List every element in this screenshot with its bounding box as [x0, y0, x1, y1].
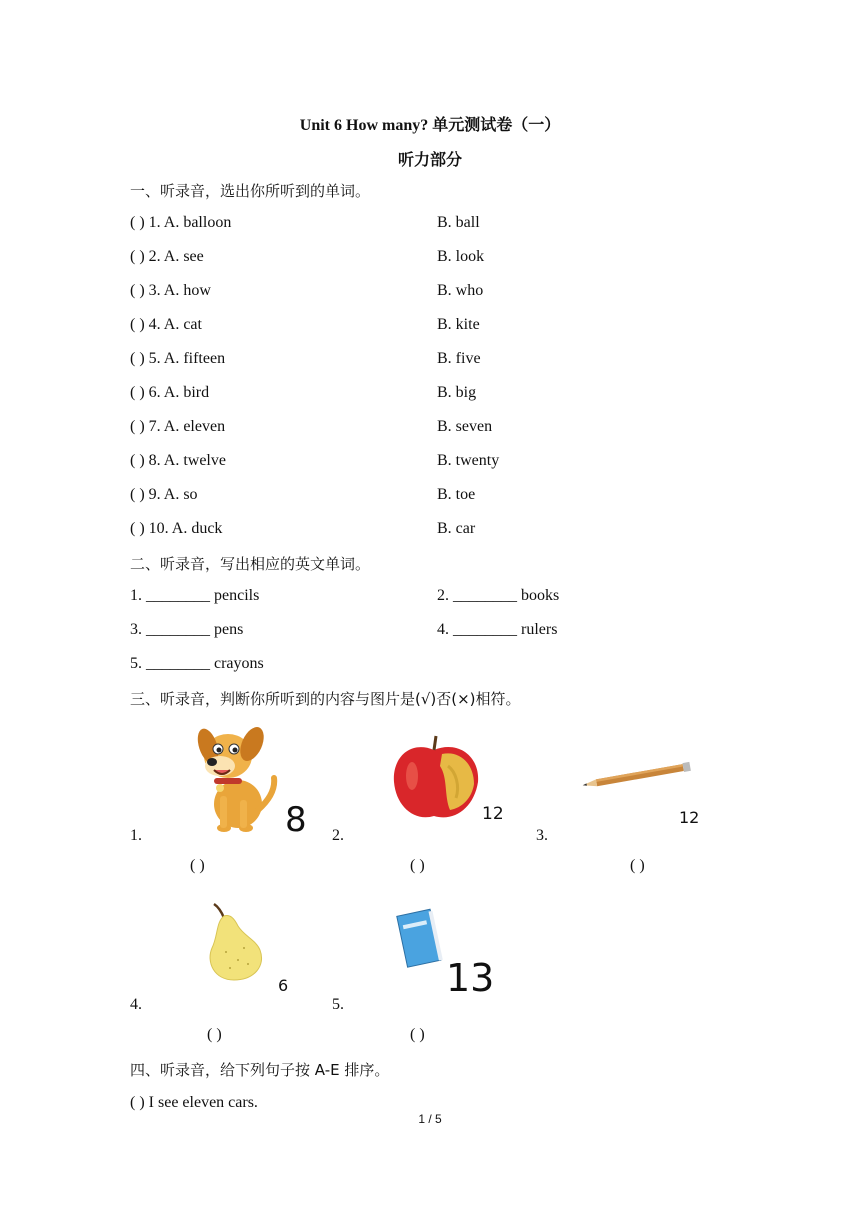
section4-heading: 四、听录音，给下列句子按 A-E 排序。: [130, 1061, 390, 1079]
fill-item-4: 4. ________ rulers: [437, 621, 558, 638]
q8-option-b: B. twenty: [437, 452, 500, 469]
section1-heading: 一、听录音，选出你所听到的单词。: [130, 182, 371, 200]
q3-option-a: ( ) 3. A. how: [130, 282, 211, 299]
page-title: Unit 6 How many? 单元测试卷（一）: [299, 117, 561, 134]
picture-3-label: 3.: [536, 827, 548, 844]
picture-4-label: 4.: [130, 996, 142, 1013]
q7-option-b: B. seven: [437, 418, 493, 435]
picture-5-answer[interactable]: ( ): [410, 1026, 425, 1043]
q5-option-a: ( ) 5. A. fifteen: [130, 350, 226, 367]
picture-2-number: 12: [482, 804, 504, 824]
fill-item-1: 1. ________ pencils: [130, 587, 260, 604]
fill-item-5: 5. ________ crayons: [130, 655, 264, 672]
fill-item-2: 2. ________ books: [437, 587, 560, 604]
q10-option-b: B. car: [437, 520, 476, 537]
q10-option-a: ( ) 10. A. duck: [130, 520, 223, 537]
q9-option-a: ( ) 9. A. so: [130, 486, 198, 503]
pear-icon: [204, 902, 268, 982]
picture-5-label: 5.: [332, 996, 344, 1013]
picture-2-label: 2.: [332, 827, 344, 844]
q1-option-a: ( ) 1. A. balloon: [130, 214, 232, 231]
q9-option-b: B. toe: [437, 486, 476, 503]
dog-icon: [190, 716, 282, 840]
book-icon: [396, 908, 444, 970]
picture-2-answer[interactable]: ( ): [410, 857, 425, 874]
q1-option-b: B. ball: [437, 214, 480, 231]
section3-heading: 三、听录音，判断你所听到的内容与图片是(√)否(×)相符。: [130, 690, 521, 708]
picture-1-label: 1.: [130, 827, 142, 844]
page-number: 1 / 5: [418, 1112, 442, 1126]
fill-item-3: 3. ________ pens: [130, 621, 244, 638]
q2-option-b: B. look: [437, 248, 485, 265]
picture-1-number: 8: [285, 800, 307, 840]
order-item-1: ( ) I see eleven cars.: [130, 1094, 258, 1111]
picture-1-answer[interactable]: ( ): [190, 857, 205, 874]
q3-option-b: B. who: [437, 282, 484, 299]
q7-option-a: ( ) 7. A. eleven: [130, 418, 226, 435]
q4-option-b: B. kite: [437, 316, 480, 333]
page-subtitle: 听力部分: [397, 152, 462, 169]
q4-option-a: ( ) 4. A. cat: [130, 316, 202, 333]
q6-option-b: B. big: [437, 384, 477, 401]
q6-option-a: ( ) 6. A. bird: [130, 384, 210, 401]
section2-heading: 二、听录音，写出相应的英文单词。: [130, 555, 371, 573]
q5-option-b: B. five: [437, 350, 481, 367]
picture-3-answer[interactable]: ( ): [630, 857, 645, 874]
picture-5-number: 13: [446, 956, 495, 1000]
picture-3-number: 12: [679, 808, 700, 827]
apple-icon: [390, 732, 482, 824]
picture-4-answer[interactable]: ( ): [207, 1026, 222, 1043]
q8-option-a: ( ) 8. A. twelve: [130, 452, 226, 469]
q2-option-a: ( ) 2. A. see: [130, 248, 204, 265]
pencil-icon: [580, 760, 696, 792]
picture-4-number: 6: [278, 976, 289, 995]
